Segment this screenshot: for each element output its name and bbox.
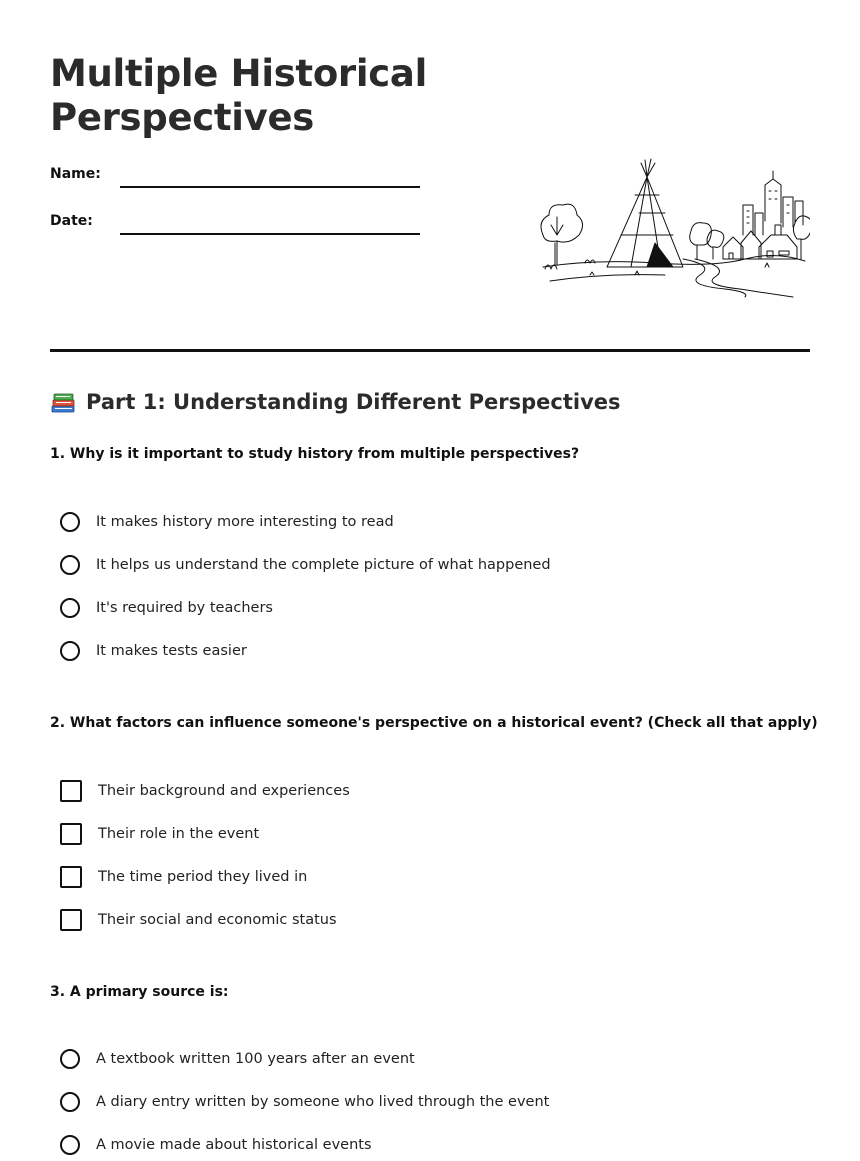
option-label: It's required by teachers bbox=[96, 600, 273, 616]
option-label: The time period they lived in bbox=[98, 869, 308, 885]
option-label: Their background and experiences bbox=[98, 783, 350, 799]
question-2-option-4[interactable] bbox=[60, 907, 337, 933]
name-label: Name: bbox=[50, 166, 101, 182]
option-label: Their role in the event bbox=[98, 826, 260, 842]
option-label: It makes tests easier bbox=[96, 643, 247, 659]
option-label: It helps us understand the complete picture of what happened bbox=[96, 557, 551, 573]
option-label: It makes history more interesting to read bbox=[96, 514, 394, 530]
section-divider bbox=[50, 349, 810, 352]
books-icon bbox=[50, 389, 76, 415]
question-1-option-4[interactable] bbox=[60, 638, 247, 664]
checkbox[interactable] bbox=[60, 823, 82, 845]
radio-button[interactable] bbox=[60, 1135, 80, 1155]
question-2-option-2[interactable] bbox=[60, 821, 259, 847]
question-1-option-3[interactable] bbox=[60, 595, 273, 621]
question-3-option-1[interactable] bbox=[60, 1046, 415, 1072]
checkbox[interactable] bbox=[60, 909, 82, 931]
section-heading-part1 bbox=[50, 389, 621, 415]
option-label: A textbook written 100 years after an event bbox=[96, 1051, 415, 1067]
question-3-option-3[interactable] bbox=[60, 1132, 372, 1158]
radio-button[interactable] bbox=[60, 555, 80, 575]
date-label: Date: bbox=[50, 213, 93, 229]
question-1-option-1[interactable] bbox=[60, 509, 394, 535]
name-field[interactable] bbox=[120, 186, 420, 188]
page-title: Multiple Historical Perspectives bbox=[50, 52, 427, 139]
question-3-text: 3. A primary source is: bbox=[50, 984, 229, 1000]
option-label: A diary entry written by someone who lived through the event bbox=[96, 1094, 550, 1110]
teepee-and-city-illustration bbox=[535, 155, 810, 300]
question-1-text: 1. Why is it important to study history from multiple perspectives? bbox=[50, 446, 580, 462]
radio-button[interactable] bbox=[60, 1049, 80, 1069]
date-field[interactable] bbox=[120, 233, 420, 235]
radio-button[interactable] bbox=[60, 598, 80, 618]
radio-button[interactable] bbox=[60, 1092, 80, 1112]
question-1-option-2[interactable] bbox=[60, 552, 551, 578]
section-heading-text: Part 1: Understanding Different Perspectives bbox=[86, 390, 621, 414]
radio-button[interactable] bbox=[60, 512, 80, 532]
checkbox[interactable] bbox=[60, 866, 82, 888]
checkbox[interactable] bbox=[60, 780, 82, 802]
question-3-option-2[interactable] bbox=[60, 1089, 549, 1115]
question-2-option-1[interactable] bbox=[60, 778, 350, 804]
radio-button[interactable] bbox=[60, 641, 80, 661]
option-label: A movie made about historical events bbox=[96, 1137, 372, 1153]
question-2-text: 2. What factors can influence someone's perspective on a historical event? (Check all that apply) bbox=[50, 715, 818, 731]
question-2-option-3[interactable] bbox=[60, 864, 307, 890]
option-label: Their social and economic status bbox=[98, 912, 337, 928]
